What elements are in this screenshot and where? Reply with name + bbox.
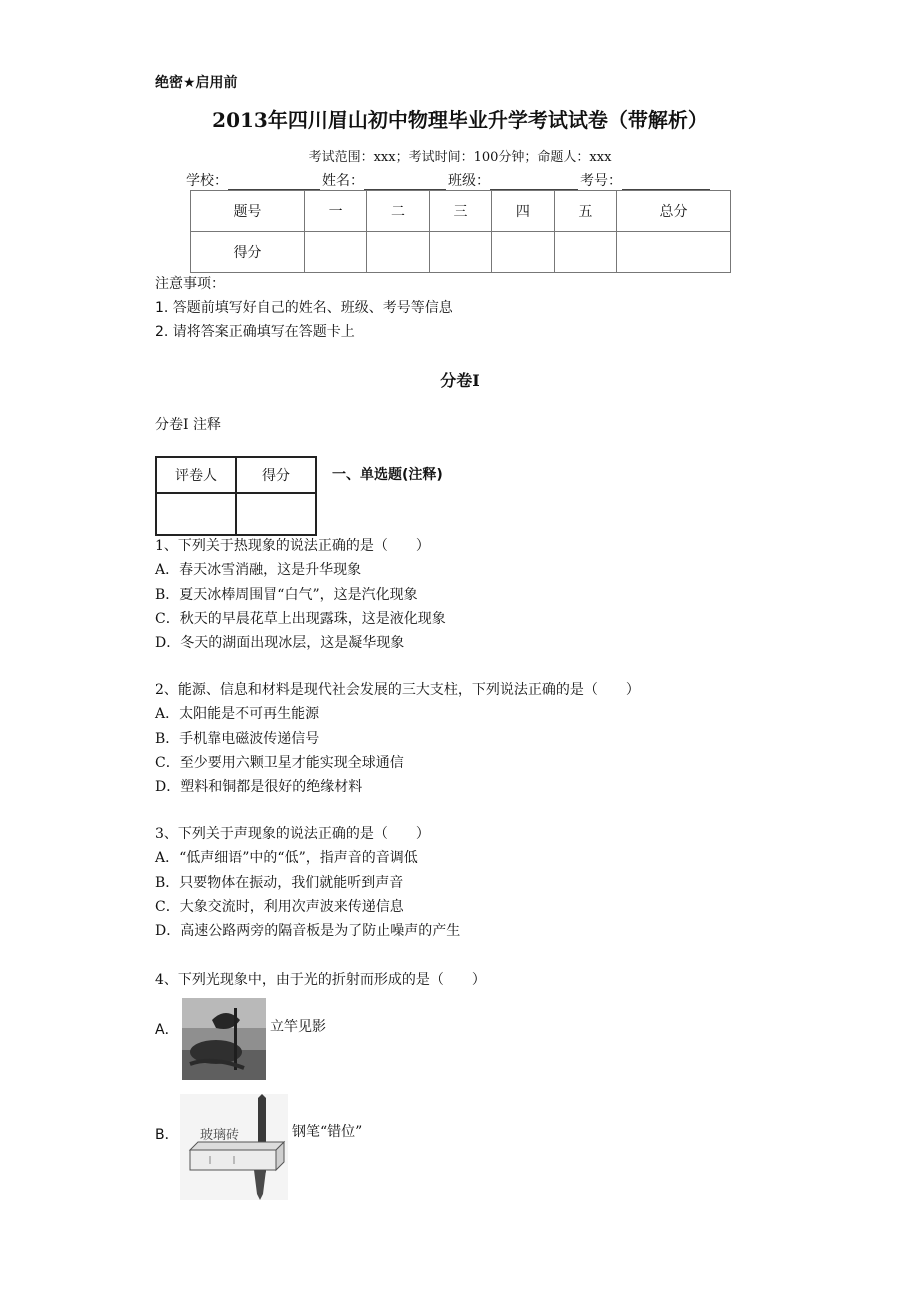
score-cell[interactable]	[492, 232, 554, 273]
score-cell[interactable]	[304, 232, 366, 273]
confidential-mark: 绝密★启用前	[155, 75, 238, 91]
grader-cell[interactable]	[156, 493, 236, 535]
option-b[interactable]: B．只要物体在振动，我们就能听到声音	[155, 874, 404, 891]
class-label: 班级：	[448, 173, 490, 189]
option-b-caption: 钢笔“错位”	[292, 1124, 363, 1140]
notes-block	[155, 272, 453, 344]
option-a[interactable]: A．“低声细语”中的“低”，指声音的音调低	[155, 850, 418, 867]
option-b[interactable]: B．手机靠电磁波传递信号	[155, 730, 320, 747]
option-d[interactable]: D．塑料和铜都是很好的绝缘材料	[155, 779, 363, 796]
option-c[interactable]: C．秋天的早晨花草上出现露珠，这是液化现象	[155, 610, 446, 627]
question-stem: 3、下列关于声现象的说法正确的是（ ）	[155, 826, 430, 842]
question-3	[155, 822, 460, 943]
option-d[interactable]: D．高速公路两旁的隔音板是为了防止噪声的产生	[155, 923, 461, 940]
option-a-letter[interactable]: A．	[155, 1022, 179, 1038]
score-header-cell: 三	[429, 191, 491, 232]
notes-item: 2. 请将答案正确填写在答题卡上	[155, 324, 355, 340]
student-info-line	[186, 170, 712, 190]
grader-header: 得分	[236, 457, 316, 493]
grader-cell[interactable]	[236, 493, 316, 535]
name-blank[interactable]	[364, 175, 446, 190]
option-c[interactable]: C．大象交流时，利用次声波来传递信息	[155, 898, 404, 915]
score-header-row	[191, 191, 731, 232]
score-cell[interactable]	[367, 232, 429, 273]
section-note: 分卷I 注释	[155, 417, 221, 433]
glass-pen-figure	[180, 1094, 288, 1200]
question-2	[155, 678, 640, 799]
exam-number-label: 考号：	[580, 173, 622, 189]
exam-number-blank[interactable]	[622, 175, 710, 190]
grader-header: 评卷人	[156, 457, 236, 493]
name-label: 姓名：	[322, 173, 364, 189]
score-cell[interactable]	[554, 232, 616, 273]
school-blank[interactable]	[228, 175, 320, 190]
option-a[interactable]: A．春天冰雪消融，这是升华现象	[155, 562, 362, 579]
question-1	[155, 534, 446, 655]
notes-item: 1. 答题前填写好自己的姓名、班级、考号等信息	[155, 300, 453, 316]
section-title: 分卷I	[440, 371, 480, 390]
option-d[interactable]: D．冬天的湖面出现冰层，这是凝华现象	[155, 635, 405, 652]
option-c[interactable]: C．至少要用六颗卫星才能实现全球通信	[155, 754, 404, 771]
question-stem: 1、下列关于热现象的说法正确的是（ ）	[155, 538, 430, 554]
score-cell[interactable]	[429, 232, 491, 273]
option-b-letter[interactable]: B．	[155, 1127, 179, 1143]
question-stem: 2、能源、信息和材料是现代社会发展的三大支柱，下列说法正确的是（ ）	[155, 682, 640, 698]
score-cell[interactable]	[617, 232, 731, 273]
school-label: 学校：	[186, 173, 228, 189]
score-header-cell: 题号	[191, 191, 305, 232]
glass-brick-label: 玻璃砖	[200, 1128, 240, 1143]
score-header-cell: 二	[367, 191, 429, 232]
exam-title: 2013年四川眉山初中物理毕业升学考试试卷（带解析）	[212, 108, 708, 132]
score-table	[190, 190, 731, 273]
score-row	[191, 232, 731, 273]
question-4-stem: 4、下列光现象中，由于光的折射而形成的是（ ）	[155, 972, 486, 988]
question-type-heading: 一、单选题(注释)	[332, 467, 443, 483]
option-a[interactable]: A．太阳能是不可再生能源	[155, 706, 320, 723]
notes-title: 注意事项：	[155, 276, 225, 292]
score-header-cell: 五	[554, 191, 616, 232]
grader-table	[155, 456, 317, 536]
option-b[interactable]: B．夏天冰棒周围冒“白气”，这是汽化现象	[155, 586, 418, 603]
score-header-cell: 总分	[617, 191, 731, 232]
score-header-cell: 一	[304, 191, 366, 232]
glass-pen-image	[180, 1094, 288, 1200]
class-blank[interactable]	[490, 175, 578, 190]
exam-meta: 考试范围：xxx；考试时间：100分钟；命题人：xxx	[308, 150, 612, 165]
option-a-caption: 立竿见影	[270, 1019, 326, 1035]
score-header-cell: 四	[492, 191, 554, 232]
shadow-pole-image	[182, 998, 266, 1080]
score-row-label: 得分	[191, 232, 305, 273]
